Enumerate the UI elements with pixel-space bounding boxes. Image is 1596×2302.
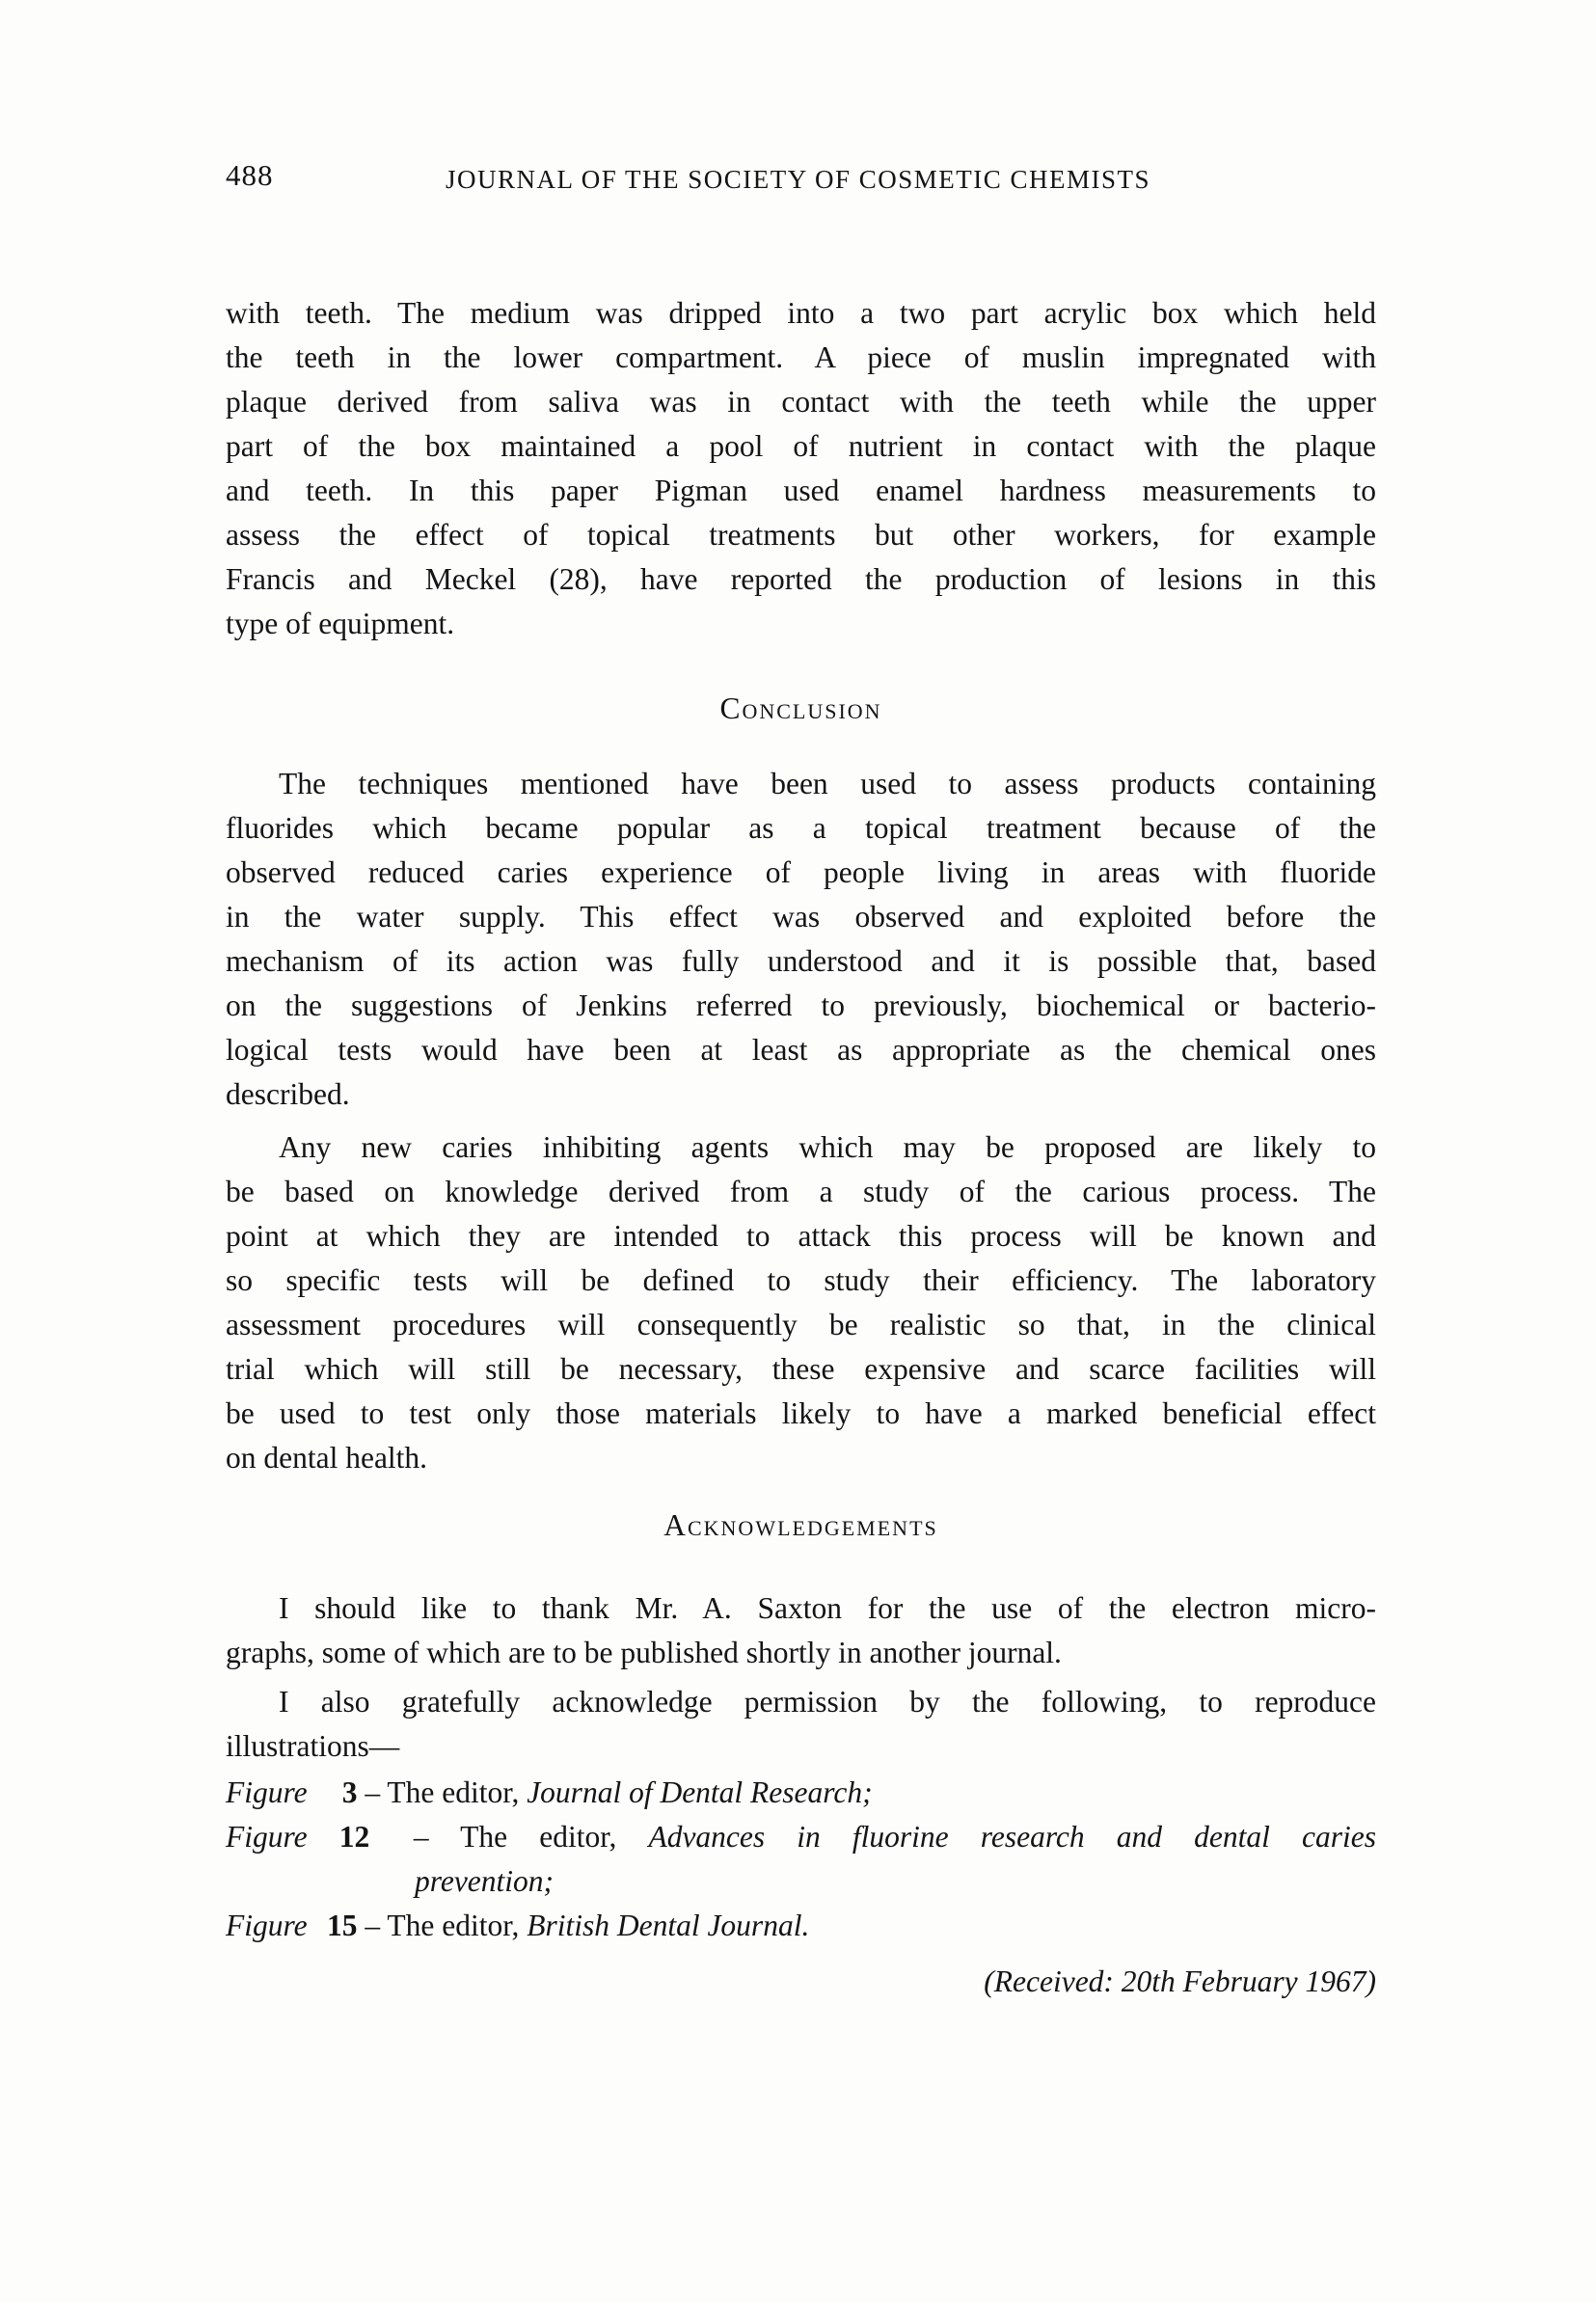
received-date-note: (Received: 20th February 1967): [984, 1964, 1376, 1998]
figure-credit-12: [226, 1815, 1376, 1859]
text-line: on the suggestions of Jenkins referred to previously, biochemical or bacterio-: [226, 989, 1376, 1022]
figure-editor-text: The editor,: [387, 1775, 520, 1809]
text-line: assess the effect of topical treatments but other workers, for example: [226, 518, 1376, 552]
figure-credit-15: [226, 1904, 1376, 1948]
text-line: with teeth. The medium was dripped into a two part acrylic box which held: [226, 296, 1376, 330]
figure-source: Journal of Dental Research;: [527, 1775, 873, 1809]
text-line: Francis and Meckel (28), have reported the production of lesions in this: [226, 562, 1376, 596]
figure-credit-12-continuation: prevention;: [415, 1864, 555, 1898]
conclusion-paragraph-1: [226, 762, 1376, 1117]
figure-source: British Dental Journal.: [527, 1909, 810, 1942]
figure-source: Advances in fluorine research and dental caries: [648, 1820, 1376, 1854]
figure-credit-3: [226, 1771, 1376, 1815]
figure-dash: –: [365, 1909, 381, 1942]
text-line: be based on knowledge derived from a study of the carious process. The: [226, 1175, 1376, 1208]
text-line: part of the box maintained a pool of nutrient in contact with the plaque: [226, 429, 1376, 463]
conclusion-paragraph-2: [226, 1125, 1376, 1480]
text-line: logical tests would have been at least as appropriate as the chemical ones: [226, 1033, 1376, 1067]
opening-paragraph: [226, 291, 1376, 646]
figure-editor-text: The editor,: [460, 1820, 617, 1854]
acknowledgements-paragraph-1: [226, 1586, 1376, 1675]
text-line: illustrations—: [226, 1729, 400, 1763]
text-line: type of equipment.: [226, 607, 455, 640]
text-line: plaque derived from saliva was in contact with the teeth while the upper: [226, 385, 1376, 419]
figure-credits-list: [226, 1771, 1376, 1948]
text-line: graphs, some of which are to be published shortly in another journal.: [226, 1636, 1062, 1669]
text-line: the teeth in the lower compartment. A piece of muslin impregnated with: [226, 340, 1376, 374]
figure-label: Figure: [226, 1909, 308, 1942]
figure-number: 15: [326, 1909, 358, 1942]
text-line: in the water supply. This effect was observed and exploited before the: [226, 900, 1376, 934]
figure-number: 12: [338, 1820, 370, 1854]
acknowledgements-heading: Acknowledgements: [663, 1508, 938, 1542]
text-line: I also gratefully acknowledge permission by the following, to reproduce: [279, 1685, 1376, 1719]
figure-label: Figure: [226, 1775, 308, 1809]
text-line: described.: [226, 1077, 350, 1111]
text-line: I should like to thank Mr. A. Saxton for the use of the electron micro-: [279, 1591, 1376, 1625]
figure-editor-text: The editor,: [387, 1909, 520, 1942]
text-line: fluorides which became popular as a topical treatment because of the: [226, 811, 1376, 845]
text-line: observed reduced caries experience of people living in areas with fluoride: [226, 855, 1376, 889]
text-line: be used to test only those materials likely to have a marked beneficial effect: [226, 1396, 1376, 1430]
conclusion-heading: Conclusion: [719, 691, 882, 725]
text-line: assessment procedures will consequently be realistic so that, in the clinical: [226, 1308, 1376, 1341]
text-line: The techniques mentioned have been used to assess products containing: [279, 767, 1376, 800]
figure-dash: –: [365, 1775, 381, 1809]
page-body: [0, 291, 1596, 2004]
page-number: 488: [226, 158, 274, 192]
text-line: Any new caries inhibiting agents which may be proposed are likely to: [279, 1130, 1376, 1164]
text-line: mechanism of its action was fully understood and it is possible that, based: [226, 944, 1376, 978]
figure-number: 3: [341, 1775, 358, 1809]
running-head: JOURNAL OF THE SOCIETY OF COSMETIC CHEMISTS: [445, 165, 1151, 194]
acknowledgements-paragraph-2: [226, 1680, 1376, 1769]
figure-label: Figure: [226, 1820, 308, 1854]
text-line: and teeth. In this paper Pigman used enamel hardness measurements to: [226, 474, 1376, 507]
page-header: [0, 0, 1596, 193]
text-line: trial which will still be necessary, these expensive and scarce facilities will: [226, 1352, 1376, 1386]
text-line: point at which they are intended to attack this process will be known and: [226, 1219, 1376, 1253]
text-line: so specific tests will be defined to study their efficiency. The laboratory: [226, 1263, 1376, 1297]
figure-dash: –: [413, 1820, 429, 1854]
text-line: on dental health.: [226, 1441, 428, 1475]
